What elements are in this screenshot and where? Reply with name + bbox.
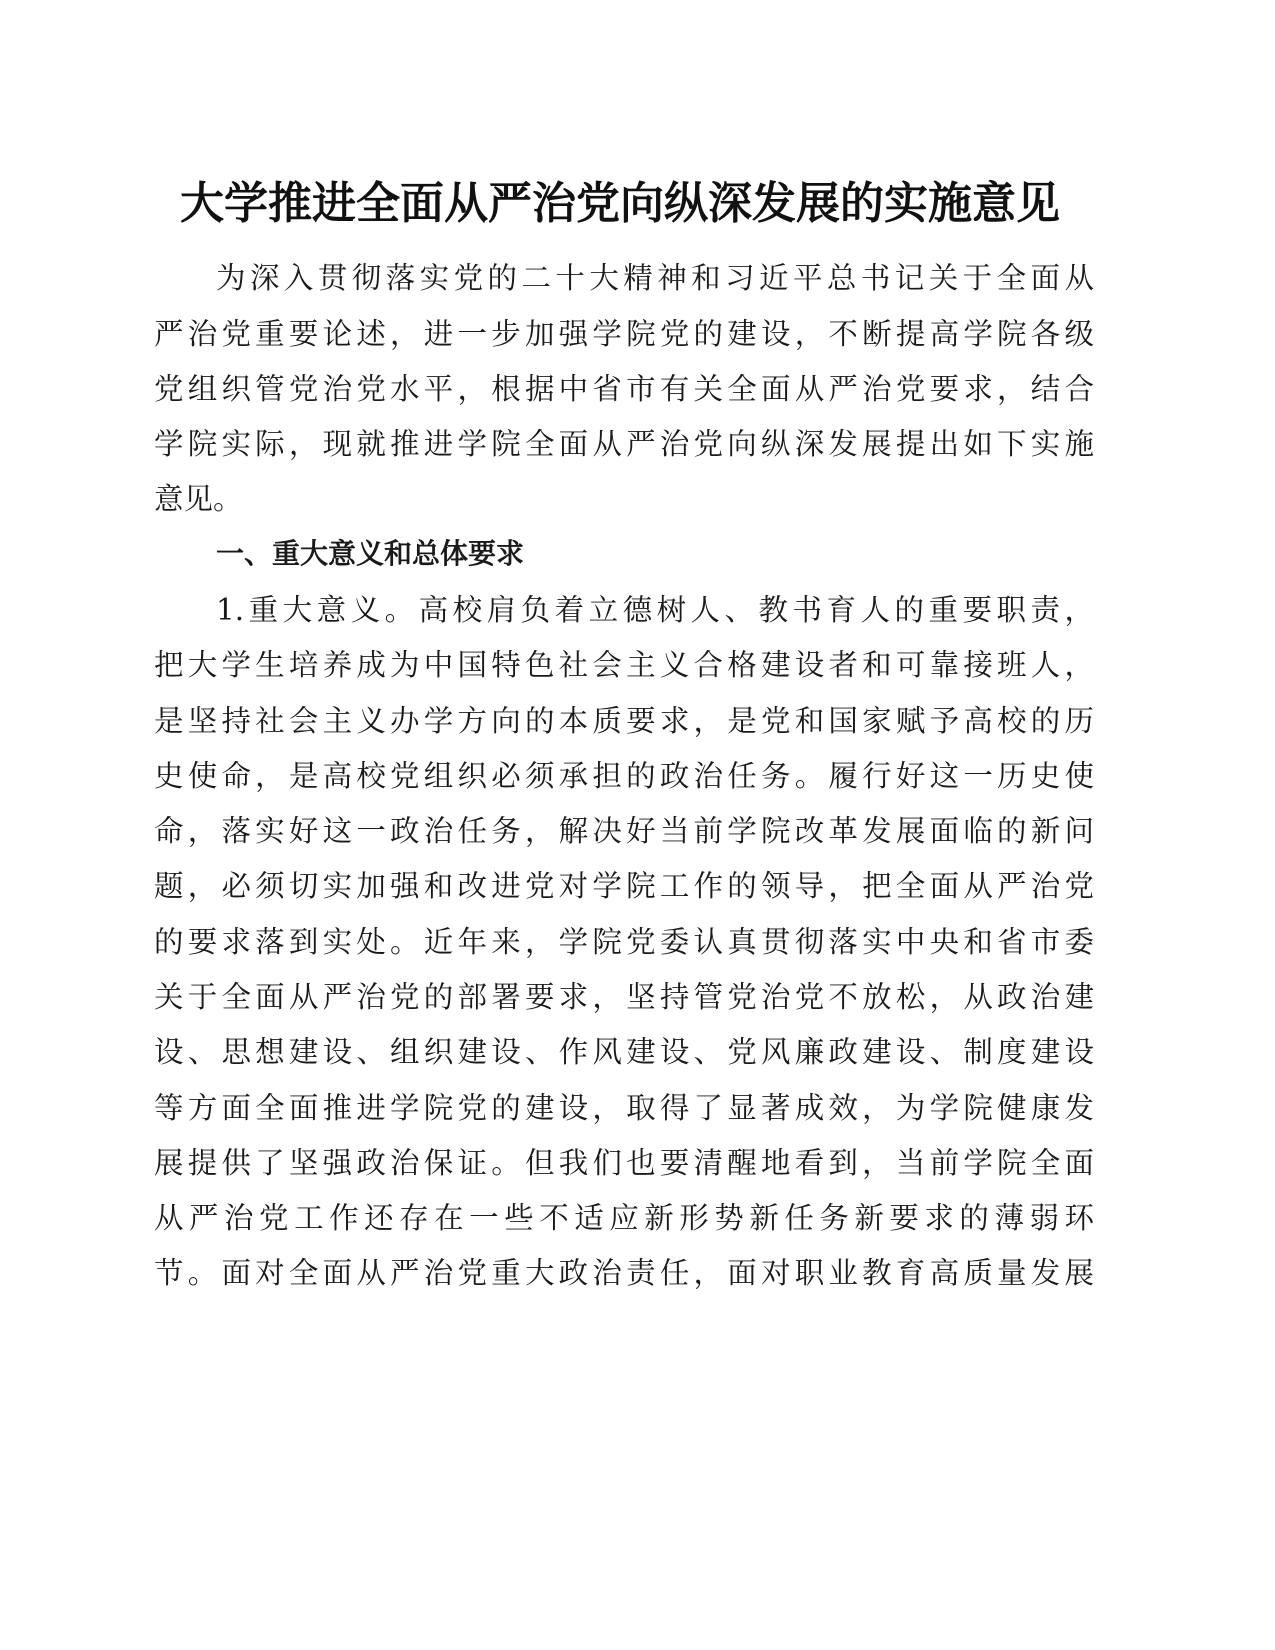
paragraph-line: 为深入贯彻落实党的二十大精神和习近平总书记关于全面从 [216,261,1094,295]
paragraph-line: 设、思想建设、组织建设、作风建设、党风廉政建设、制度建设 [154,1035,1094,1069]
paragraph-line: 意见。 [154,482,243,516]
paragraph-line: 展提供了坚强政治保证。但我们也要清醒地看到，当前学院全面 [154,1146,1094,1180]
document-title: 大学推进全面从严治党向纵深发展的实施意见 [180,178,1060,229]
paragraph-line: 从严治党工作还存在一些不适应新形势新任务新要求的薄弱环 [154,1201,1094,1235]
paragraph-line: 党组织管党治党水平，根据中省市有关全面从严治党要求，结合 [154,372,1094,406]
paragraph-line: 是坚持社会主义办学方向的本质要求，是党和国家赋予高校的历 [154,704,1094,738]
paragraph-line: 等方面全面推进学院党的建设，取得了显著成效，为学院健康发 [154,1091,1094,1125]
paragraph-line: 题，必须切实加强和改进党对学院工作的领导，把全面从严治党 [154,869,1094,903]
paragraph-line: 史使命，是高校党组织必须承担的政治任务。履行好这一历史使 [154,759,1094,793]
section-heading: 一、重大意义和总体要求 [216,537,525,570]
paragraph-line: 的要求落到实处。近年来，学院党委认真贯彻落实中央和省市委 [154,925,1094,959]
paragraph-line: 严治党重要论述，进一步加强学院党的建设，不断提高学院各级 [154,317,1094,351]
paragraph-line: 把大学生培养成为中国特色社会主义合格建设者和可靠接班人， [154,648,1094,682]
paragraph-line: 学院实际，现就推进学院全面从严治党向纵深发展提出如下实施 [154,427,1094,461]
paragraph-line: 节。面对全面从严治党重大政治责任，面对职业教育高质量发展 [154,1256,1094,1290]
paragraph-line: 关于全面从严治党的部署要求，坚持管党治党不放松，从政治建 [154,980,1094,1014]
paragraph-line: 1.重大意义。高校肩负着立德树人、教书育人的重要职责， [216,593,1094,627]
paragraph-line: 命，落实好这一政治任务，解决好当前学院改革发展面临的新问 [154,814,1094,848]
